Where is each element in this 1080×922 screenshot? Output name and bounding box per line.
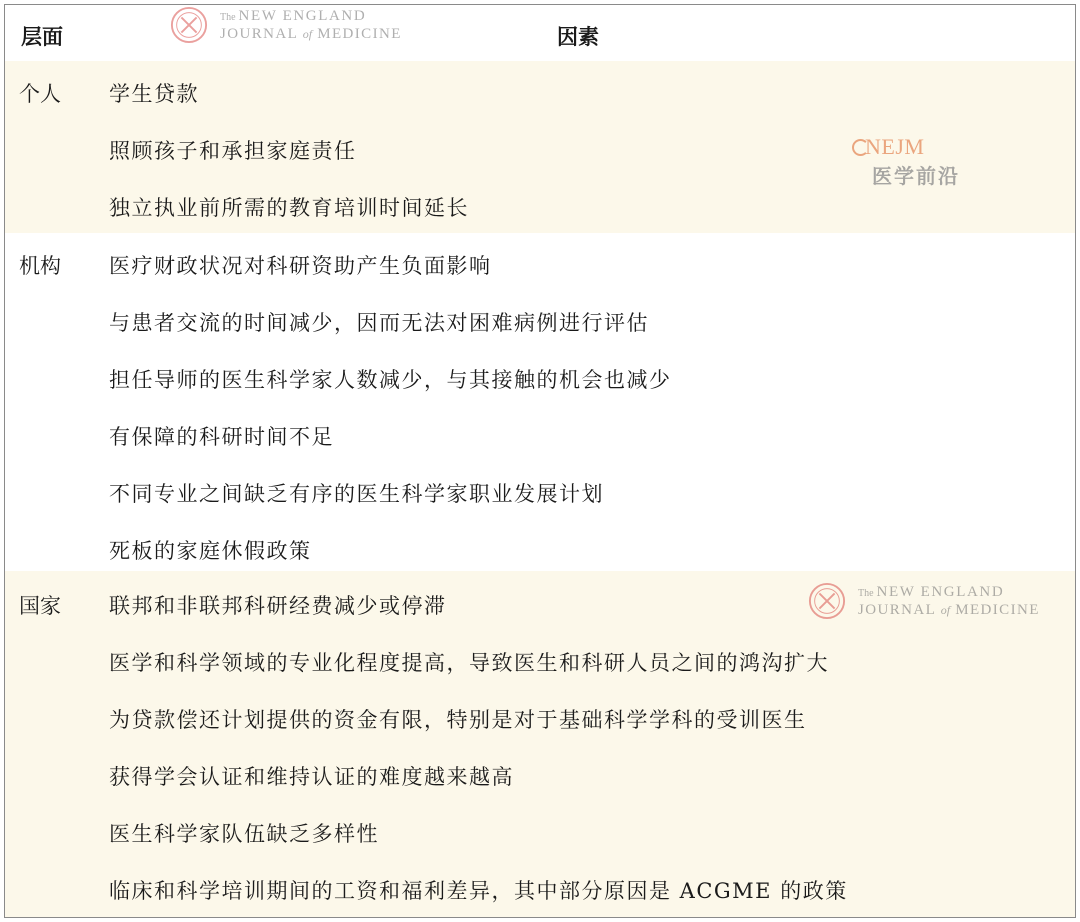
factor-item: 获得学会认证和维持认证的难度越来越高 [109, 765, 514, 789]
factor-item: 担任导师的医生科学家人数减少，与其接触的机会也减少 [109, 368, 672, 392]
factor-item: 死板的家庭休假政策 [109, 539, 312, 563]
group-national [5, 571, 1075, 917]
nejm-seal-icon [170, 6, 208, 44]
nejm-frontier-watermark [852, 134, 960, 189]
masthead-the: The [858, 587, 874, 599]
level-label: 机构 [19, 254, 61, 278]
factor-item: 学生贷款 [109, 82, 199, 106]
masthead-line1: NEW ENGLAND [876, 583, 1005, 600]
nejm-seal-icon [808, 582, 846, 620]
masthead-medicine: MEDICINE [955, 601, 1040, 618]
level-label: 个人 [19, 82, 61, 106]
factor-item: 不同专业之间缺乏有序的医生科学家职业发展计划 [109, 482, 604, 506]
masthead-journal: JOURNAL [220, 25, 298, 42]
factor-item: 独立执业前所需的教育培训时间延长 [109, 196, 469, 220]
factor-item: 医生科学家队伍缺乏多样性 [109, 822, 379, 846]
masthead-line1: NEW ENGLAND [238, 7, 367, 24]
group-institutional [5, 233, 1075, 571]
masthead-of: of [302, 26, 313, 41]
factor-item: 联邦和非联邦科研经费减少或停滞 [109, 594, 447, 618]
masthead-the: The [220, 11, 236, 23]
table-header [5, 5, 1075, 62]
masthead-of: of [940, 602, 951, 617]
factor-item: 医疗财政状况对科研资助产生负面影响 [109, 254, 492, 278]
factor-item: 与患者交流的时间减少，因而无法对困难病例进行评估 [109, 311, 649, 335]
nejm-abbr: NEJM [865, 134, 925, 159]
factor-item: 有保障的科研时间不足 [109, 425, 334, 449]
header-level: 层面 [21, 24, 63, 49]
nejm-masthead-logo [170, 6, 402, 44]
masthead-journal: JOURNAL [858, 601, 936, 618]
nejm-masthead-logo-2 [808, 582, 1040, 620]
factor-item: 临床和科学培训期间的工资和福利差异，其中部分原因是 ACGME 的政策 [109, 879, 848, 903]
factor-item: 为贷款偿还计划提供的资金有限，特别是对于基础科学学科的受训医生 [109, 708, 807, 732]
header-factor: 因素 [557, 24, 599, 49]
masthead-medicine: MEDICINE [317, 25, 402, 42]
factor-item: 医学和科学领域的专业化程度提高，导致医生和科研人员之间的鸿沟扩大 [109, 651, 829, 675]
level-label: 国家 [19, 594, 61, 618]
factor-item: 照顾孩子和承担家庭责任 [109, 139, 357, 163]
nejm-cn-label: 医学前沿 [872, 164, 960, 188]
